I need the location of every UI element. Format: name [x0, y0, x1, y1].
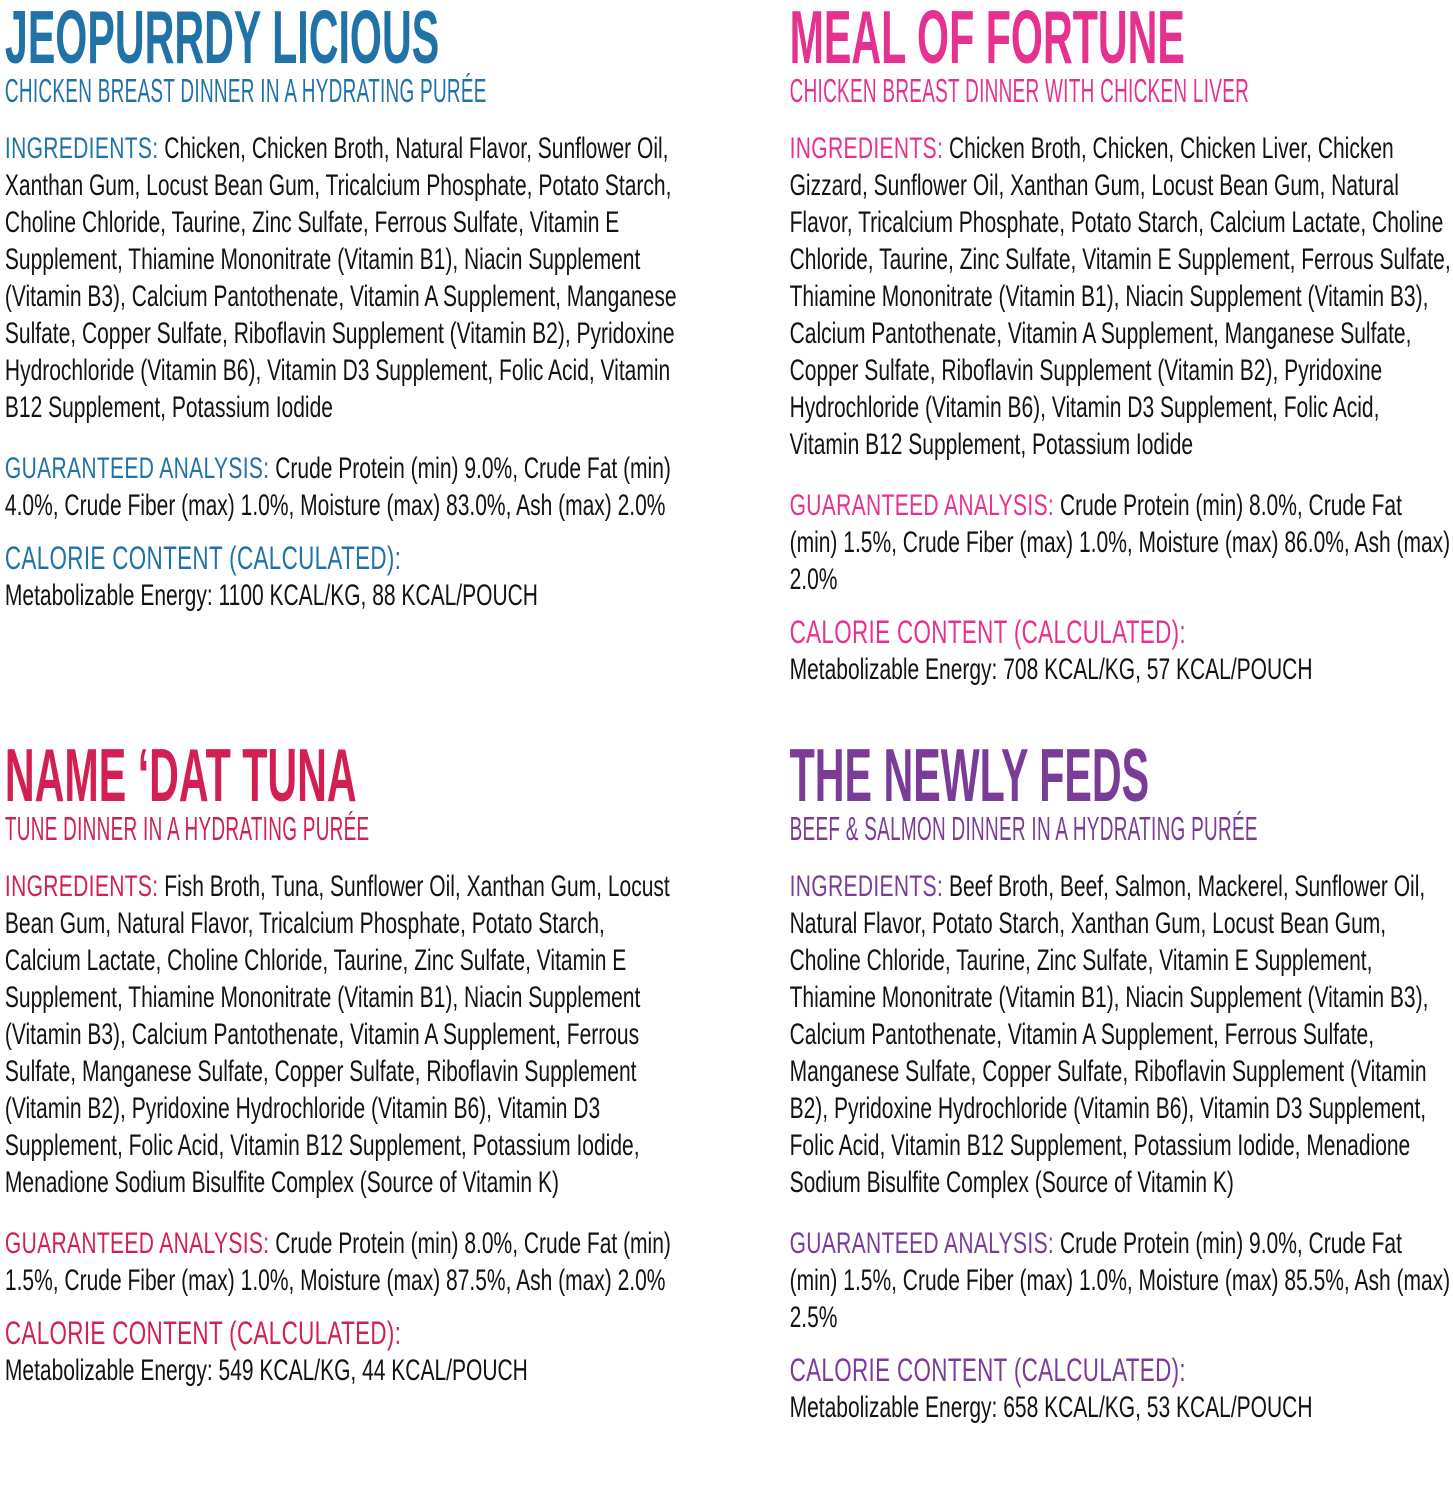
calorie-content-text: Metabolizable Energy: 708 KCAL/KG, 57 KCAL/POUCH	[789, 653, 1313, 686]
calorie-content-paragraph	[790, 1352, 1453, 1426]
product-panel-jeopurrdy-licious	[5, 2, 685, 688]
guaranteed-analysis-paragraph	[790, 1225, 1453, 1336]
ingredients-label: INGREDIENTS:	[4, 870, 159, 903]
guaranteed-analysis-label: GUARANTEED ANALYSIS:	[789, 1227, 1055, 1260]
guaranteed-analysis-paragraph	[790, 487, 1453, 598]
product-title: JEOPURRDY LICIOUS	[4, 0, 440, 79]
calorie-content-text: Metabolizable Energy: 1100 KCAL/KG, 88 KCAL/POUCH	[4, 579, 538, 612]
ingredients-text: Chicken, Chicken Broth, Natural Flavor, Sunflower Oil, Xanthan Gum, Locust Bean Gum, Tricalcium Phosphate, Potato Starch, Choline Chloride, Taurine, Zinc Sulfate, Ferrous Sulfate, Vitamin E Supplement, Thiamine Mononitrate (Vitamin B1), Niacin Supplement (Vitamin B3), Calcium Pantothenate, Vitamin A Supplement, Manganese Sulfate, Copper Sulfate, Riboflavin Supplement (Vitamin B2), Pyridoxine Hydrochloride (Vitamin B6), Vitamin D3 Supplement, Folic Acid, Vitamin B12 Supplement, Potassium Iodide	[4, 132, 677, 424]
product-subtitle: CHICKEN BREAST DINNER IN A HYDRATING PURÉE	[4, 72, 487, 109]
calorie-content-label: CALORIE CONTENT (CALCULATED):	[789, 614, 1186, 650]
product-panel-name-dat-tuna	[4, 733, 685, 1426]
guaranteed-analysis-paragraph	[5, 1225, 685, 1299]
ingredients-paragraph	[790, 130, 1453, 463]
guaranteed-analysis-label: GUARANTEED ANALYSIS:	[4, 1227, 270, 1260]
guaranteed-analysis-text: Crude Protein (min) 9.0%, Crude Fat (min) 4.0%, Crude Fiber (max) 1.0%, Moisture (max) 83.0%, Ash (max) 2.0%	[4, 452, 671, 522]
ingredients-paragraph	[790, 868, 1453, 1201]
calorie-content-label: CALORIE CONTENT (CALCULATED):	[4, 1315, 402, 1351]
guaranteed-analysis-text: Crude Protein (min) 8.0%, Crude Fat (min) 1.5%, Crude Fiber (max) 1.0%, Moisture (max) 86.0%, Ash (max) 2.0%	[789, 489, 1451, 596]
ingredients-label: INGREDIENTS:	[4, 132, 159, 165]
product-panel-the-newly-feds	[789, 733, 1453, 1426]
ingredients-paragraph	[5, 868, 685, 1201]
calorie-content-paragraph	[790, 614, 1453, 688]
ingredients-text: Beef Broth, Beef, Salmon, Mackerel, Sunflower Oil, Natural Flavor, Potato Starch, Xanthan Gum, Locust Bean Gum, Choline Chloride, Taurine, Zinc Sulfate, Vitamin E Supplement, Thiamine Mononitrate (Vitamin B1), Niacin Supplement (Vitamin B3), Calcium Pantothenate, Vitamin A Supplement, Ferrous Sulfate, Manganese Sulfate, Copper Sulfate, Riboflavin Supplement (Vitamin B2), Pyridoxine Hydrochloride (Vitamin B6), Vitamin D3 Supplement, Folic Acid, Vitamin B12 Supplement, Potassium Iodide, Menadione Sodium Bisulfite Complex (Source of Vitamin K)	[789, 870, 1429, 1199]
product-subtitle: BEEF & SALMON DINNER IN A HYDRATING PURÉE	[789, 810, 1258, 847]
ingredients-label: INGREDIENTS:	[789, 132, 944, 165]
guaranteed-analysis-paragraph	[5, 450, 685, 524]
product-subtitle: TUNE DINNER IN A HYDRATING PURÉE	[4, 810, 370, 847]
guaranteed-analysis-text: Crude Protein (min) 9.0%, Crude Fat (min) 1.5%, Crude Fiber (max) 1.0%, Moisture (max) 85.5%, Ash (max) 2.5%	[789, 1227, 1451, 1334]
calorie-content-paragraph	[5, 1315, 685, 1389]
guaranteed-analysis-text: Crude Protein (min) 8.0%, Crude Fat (min) 1.5%, Crude Fiber (max) 1.0%, Moisture (max) 87.5%, Ash (max) 2.0%	[4, 1227, 671, 1297]
product-panel-meal-of-fortune	[790, 2, 1453, 688]
ingredients-text: Fish Broth, Tuna, Sunflower Oil, Xanthan Gum, Locust Bean Gum, Natural Flavor, Tricalcium Phosphate, Potato Starch, Calcium Lactate, Choline Chloride, Taurine, Zinc Sulfate, Vitamin E Supplement, Thiamine Mononitrate (Vitamin B1), Niacin Supplement (Vitamin B3), Calcium Pantothenate, Vitamin A Supplement, Ferrous Sulfate, Manganese Sulfate, Copper Sulfate, Riboflavin Supplement (Vitamin B2), Pyridoxine Hydrochloride (Vitamin B6), Vitamin D3 Supplement, Folic Acid, Vitamin B12 Supplement, Potassium Iodide, Menadione Sodium Bisulfite Complex (Source of Vitamin K)	[4, 870, 670, 1199]
guaranteed-analysis-label: GUARANTEED ANALYSIS:	[789, 489, 1055, 522]
calorie-content-text: Metabolizable Energy: 658 KCAL/KG, 53 KCAL/POUCH	[789, 1391, 1313, 1424]
calorie-content-label: CALORIE CONTENT (CALCULATED):	[4, 540, 402, 576]
calorie-content-text: Metabolizable Energy: 549 KCAL/KG, 44 KCAL/POUCH	[4, 1354, 528, 1387]
product-title: MEAL OF FORTUNE	[789, 0, 1185, 79]
product-title: NAME ‘DAT TUNA	[4, 733, 357, 817]
calorie-content-paragraph	[5, 540, 685, 614]
ingredients-text: Chicken Broth, Chicken, Chicken Liver, Chicken Gizzard, Sunflower Oil, Xanthan Gum, Locust Bean Gum, Natural Flavor, Tricalcium Phosphate, Potato Starch, Calcium Lactate, Choline Chloride, Taurine, Zinc Sulfate, Vitamin E Supplement, Ferrous Sulfate, Thiamine Mononitrate (Vitamin B1), Niacin Supplement (Vitamin B3), Calcium Pantothenate, Vitamin A Supplement, Manganese Sulfate, Copper Sulfate, Riboflavin Supplement (Vitamin B2), Pyridoxine Hydrochloride (Vitamin B6), Vitamin D3 Supplement, Folic Acid, Vitamin B12 Supplement, Potassium Iodide	[789, 132, 1451, 461]
guaranteed-analysis-label: GUARANTEED ANALYSIS:	[4, 452, 270, 485]
product-title: THE NEWLY FEDS	[789, 733, 1150, 817]
product-subtitle: CHICKEN BREAST DINNER WITH CHICKEN LIVER	[789, 72, 1250, 109]
calorie-content-label: CALORIE CONTENT (CALCULATED):	[789, 1352, 1186, 1388]
ingredients-paragraph	[5, 130, 685, 426]
ingredients-label: INGREDIENTS:	[789, 870, 944, 903]
